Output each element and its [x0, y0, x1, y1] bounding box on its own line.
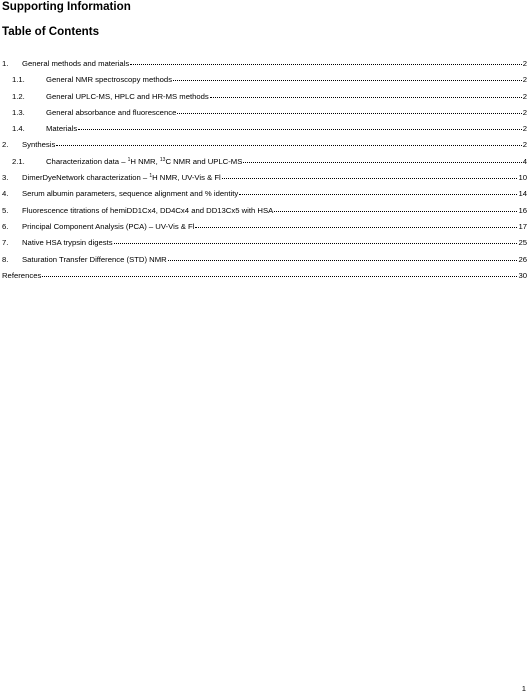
toc-entry-text: C NMR and UPLC-MS — [165, 156, 243, 166]
dot-leader — [130, 58, 521, 65]
toc-entry[interactable] — [0, 189, 529, 205]
toc-entry-text: References — [2, 270, 42, 280]
toc-entry-text: General methods and materials — [22, 59, 130, 68]
toc-entry-page: 2 — [522, 59, 527, 68]
toc-entry-text: H NMR, — [130, 156, 160, 166]
superscript-isotope: 13 — [159, 156, 166, 163]
dot-leader — [78, 123, 522, 130]
toc-entry[interactable] — [0, 173, 529, 189]
dot-leader — [114, 237, 518, 244]
toc-entry-page: 10 — [518, 173, 527, 183]
toc-entry-number: 2.1. — [12, 156, 25, 166]
table-of-contents — [0, 59, 529, 287]
toc-entry-page: 2 — [522, 91, 527, 101]
dot-leader — [42, 270, 517, 277]
toc-entry-title — [22, 189, 238, 198]
toc-entry-number: 5. — [2, 205, 9, 215]
toc-entry[interactable] — [0, 222, 529, 238]
dot-leader — [177, 107, 521, 114]
toc-entry-page: 25 — [518, 238, 527, 248]
toc-entry-title — [22, 206, 273, 215]
dot-leader — [239, 188, 517, 195]
toc-entry-title — [46, 124, 77, 133]
toc-entry-page: 4 — [522, 156, 527, 166]
toc-entry-text: Materials — [46, 124, 78, 134]
toc-entry-number: 1.1. — [12, 75, 25, 85]
toc-entry-title — [46, 108, 176, 117]
toc-entry-number: 1. — [2, 59, 9, 68]
toc-entry-number: 2. — [2, 140, 9, 150]
toc-entry-page: 2 — [522, 140, 527, 150]
table-of-contents-heading: Table of Contents — [2, 25, 100, 38]
toc-entry[interactable] — [0, 140, 529, 156]
dot-leader — [173, 74, 522, 81]
toc-entry-page: 2 — [522, 124, 527, 134]
toc-entry-text: DimerDyeNetwork characterization – — [22, 173, 150, 183]
toc-entry-title — [22, 238, 113, 247]
dot-leader — [243, 156, 521, 163]
toc-entry-number: 4. — [2, 189, 9, 199]
superscript-isotope: 1 — [127, 156, 131, 163]
toc-entry[interactable] — [0, 92, 529, 108]
dot-leader — [168, 254, 518, 261]
toc-entry-page: 2 — [522, 107, 527, 117]
toc-entry-text: General UPLC-MS, HPLC and HR-MS methods — [46, 91, 209, 101]
dot-leader — [222, 172, 518, 179]
toc-entry[interactable] — [0, 75, 529, 91]
toc-entry-page: 26 — [518, 254, 527, 264]
toc-entry-text: Characterization data – — [46, 156, 128, 166]
toc-entry[interactable] — [0, 108, 529, 124]
dot-leader — [210, 91, 522, 98]
toc-entry[interactable] — [0, 271, 529, 287]
superscript-isotope: 1 — [149, 173, 153, 180]
toc-entry-title — [2, 271, 41, 280]
toc-entry-title — [46, 75, 172, 84]
toc-entry-text: Synthesis — [22, 140, 56, 150]
page-number: 1 — [521, 684, 526, 693]
toc-entry-text: General NMR spectroscopy methods — [46, 75, 173, 85]
toc-entry-title — [46, 92, 209, 101]
supporting-information-title: Supporting Information — [2, 0, 131, 13]
toc-entry-number: 1.4. — [12, 124, 25, 134]
toc-entry-page: 2 — [522, 75, 527, 85]
toc-entry[interactable] — [0, 255, 529, 271]
toc-entry-text: General absorbance and fluorescence — [46, 107, 177, 117]
toc-entry[interactable] — [0, 157, 529, 173]
toc-entry-number: 1.2. — [12, 91, 25, 101]
toc-entry-number: 1.3. — [12, 107, 25, 117]
toc-entry-text: Fluorescence titrations of hemiDD1Cx4, DD4Cx4 and DD13Cx5 with HSA — [22, 205, 274, 215]
toc-entry-page: 17 — [518, 221, 527, 231]
toc-entry-text: Saturation Transfer Difference (STD) NMR — [22, 254, 167, 264]
toc-entry-text: Native HSA trypsin digests — [22, 238, 113, 248]
toc-entry[interactable] — [0, 124, 529, 140]
toc-entry-title — [46, 157, 242, 166]
toc-entry[interactable] — [0, 238, 529, 254]
dot-leader — [195, 221, 517, 228]
toc-entry-title — [22, 222, 194, 231]
toc-entry-number: 6. — [2, 221, 9, 231]
toc-entry-number: 3. — [2, 173, 9, 183]
toc-entry-title — [22, 173, 221, 182]
dot-leader — [274, 205, 517, 212]
toc-entry-number: 8. — [2, 254, 9, 264]
toc-entry[interactable] — [0, 59, 529, 75]
toc-entry-title — [22, 255, 167, 264]
toc-entry[interactable] — [0, 206, 529, 222]
toc-entry-page: 30 — [518, 270, 527, 280]
toc-entry-page: 14 — [518, 189, 527, 199]
toc-entry-page: 16 — [518, 205, 527, 215]
dot-leader — [56, 139, 521, 146]
toc-entry-text: H NMR, UV-Vis & Fl — [152, 173, 221, 183]
toc-entry-title — [22, 140, 55, 149]
toc-entry-text: Principal Component Analysis (PCA) – UV-Vis & Fl — [22, 221, 195, 231]
toc-entry-number: 7. — [2, 238, 9, 248]
toc-entry-text: Serum albumin parameters, sequence alignment and % identity — [22, 189, 239, 199]
toc-entry-title — [22, 59, 129, 68]
